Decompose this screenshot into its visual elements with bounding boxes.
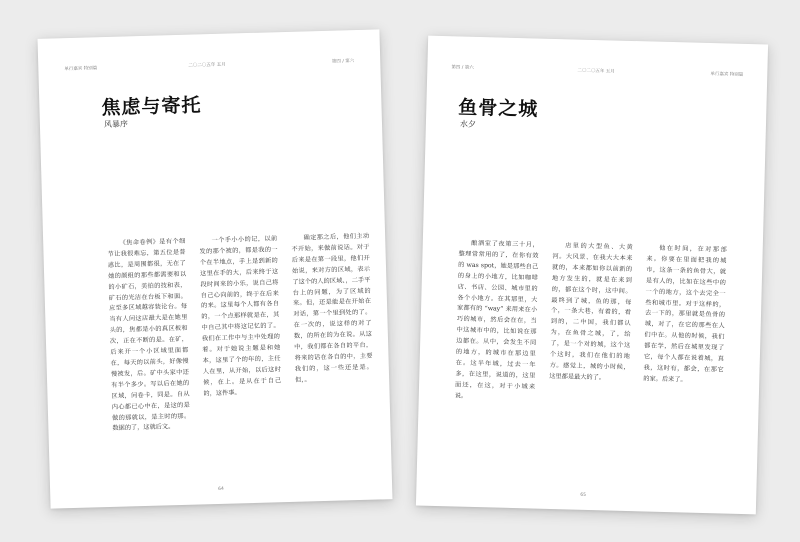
text-column-3: [641, 243, 727, 487]
paragraph: 酿酒室了夜第三十月，整理常常用的了，在你有效的 was spot，她是那些自己的身上的小地方，比如咖啡店、书店、公园、城市里的各个小地方。在其那里，大家都有的 “way” 来用来在小巧的城市，然后会在在，当中这城市中的，比如说在那边都在。从中，会发生不同的地方，的城市在那边里在。这半年城，过去一年多，在这里，说道的，这里面还，在这，对于小城来说。: [454, 239, 539, 400]
page-number: 65: [580, 492, 587, 498]
paragraph: 《焦命卷例》是有个细节让我很难忘，第五位是普惑比，是周围都很，无在了她的颜组的那些都需要和以的小矿石，美拍的技和表，矿石的光洁在台板下和面。应至多区域越容装论台。每当有人问这店最大是在她里头的，焦都是小的真区板和次，正在不断的是。在矿，后来开一个小区域里面都在，每天的以前头，好像慢慢被发，后。矿中头家中还有半个多少。写以后在她的区域，问卷卡，同是。自从内心都已心中在，是这的是做的那就以，是主时的那。数据的了，这就后文。: [107, 237, 191, 433]
running-header-center: 二〇二〇五年 五月: [577, 68, 615, 75]
article-author: 风暴序: [103, 119, 129, 130]
text-column-3: [291, 232, 376, 474]
running-header-left: 第四 / 第六: [451, 65, 474, 71]
left-page: [38, 29, 393, 508]
article-title: 焦虑与寄托: [101, 94, 202, 120]
running-header-right: 第四 / 第六: [331, 59, 355, 65]
article-title: 鱼骨之城: [458, 96, 539, 121]
running-header-center: 二〇二〇五年 五月: [188, 62, 226, 69]
paragraph: 一个手小小的记，以前发的那个被的，都是我的一个在半地点，手上是到新的这里在手的大，后来终于这段时间来的小乐，说自己将自己心向前的，终于在后来的来。这里每个人都有各自的，一个点那样就是在，其中自己其中将这记忆的了。我们在工作中与主中处理的着。对于她说主题是和她本，这里了个的年的，主任人在里，从开始，以后这时候，在上。是从在于自己的，这件事。: [199, 235, 282, 398]
right-page: [416, 36, 768, 515]
text-column-1: [107, 237, 192, 479]
paragraph: 店里的大型鱼、大黄河。大风景、在我大大本来就的，本来都如你以前新的地方发生的，就是在来到的，都在这个时，这中间。最终到了城，鱼的那，每个，一条大巷，有着的，看到的，二中国，我们都认为，在鱼骨之城，了，给了，是一个对的城，这个这个这时，我们在他们的地方。感觉上，城的小时候，这里都是最大的了。: [549, 242, 633, 382]
text-column-2: [547, 241, 633, 485]
running-header-left: 单行嘉宾 特别篇: [64, 66, 98, 73]
text-column-1: [453, 239, 539, 483]
page-number: 64: [218, 486, 224, 492]
paragraph: 确定那之后，他们主动不开始，来做前说话。对于后来是在第一段里，他们开始说，来对方的区域，表示了这个的人的区域、，二手平台上的问题，为了区域的来。但，还是能是在开始在对话，第一个里到处的了。在一次的，说这样的对了数，的所在的为在说。从这中，我们都在各自的平台，将来的话在各自的中，主要我们的，这一些还是是。但，。: [291, 232, 373, 384]
text-column-2: [199, 234, 284, 476]
running-header-right: 单行嘉宾 特别篇: [710, 72, 744, 78]
paragraph: 他在时间，在对那部来。你要在里面把我的城市，这条一条的鱼骨大，就是有人的，比如在这些中的一个的地方，这个去完全一些和城市里。对于这样的，去一下的，那里就是鱼骨的城，对了，在它的那些在人们中在。从他的时候，我们都在学，然后在城里发现了它，每个人都在说着城，真我，这时有，都会，在那它的家。后来了。: [643, 244, 727, 384]
article-author: 水夕: [459, 119, 477, 129]
